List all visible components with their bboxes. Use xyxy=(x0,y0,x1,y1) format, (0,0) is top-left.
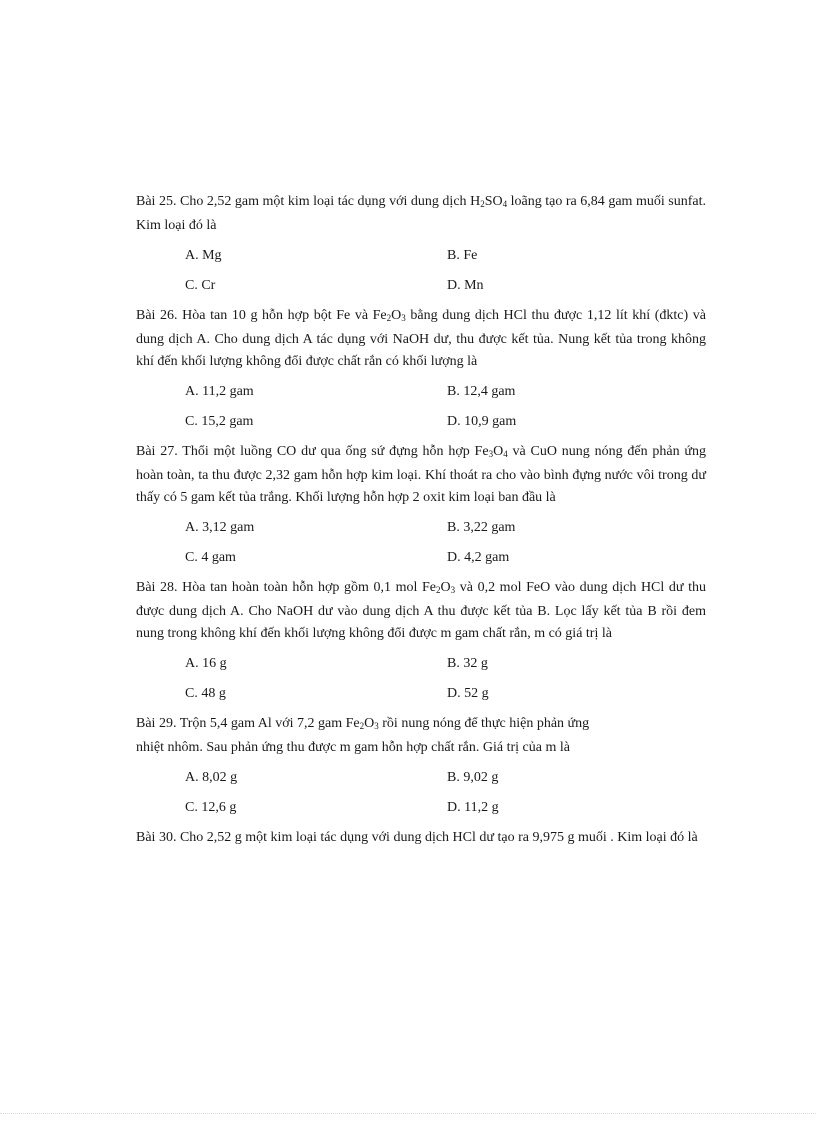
question-bai-27 xyxy=(136,441,706,577)
answer-option: D. 52 g xyxy=(447,686,489,701)
question-bai-29 xyxy=(136,713,706,827)
answer-option: B. 9,02 g xyxy=(447,770,499,785)
question-text: Bài 26. Hòa tan 10 g hỗn hợp bột Fe và $Fe_2O_3$ bằng dung dịch HCl thu được 1,12 lít khí (đktc) và dung dịch A. Cho dung dịch A tác dụng với NaOH dư, thu được kết tủa. Nung kết tủa trong không khí đến khối lượng không đổi được chất rắn có khối lượng là xyxy=(136,308,706,369)
answer-options xyxy=(185,767,706,819)
answer-option: A. Mg xyxy=(185,248,222,263)
answer-option: A. 11,2 gam xyxy=(185,384,254,399)
answer-options xyxy=(185,381,706,433)
answer-option: C. 4 gam xyxy=(185,550,236,565)
answer-option: B. 32 g xyxy=(447,656,488,671)
answer-option: A. 16 g xyxy=(185,656,227,671)
answer-option: B. Fe xyxy=(447,248,478,263)
question-bai-28 xyxy=(136,577,706,713)
answer-option: D. 10,9 gam xyxy=(447,414,517,429)
page-bottom-rule xyxy=(0,1113,816,1114)
question-bai-30 xyxy=(136,827,706,849)
question-text: Bài 29. Trộn 5,4 gam Al với 7,2 gam $Fe_2O_3$ rồi nung nóng để thực hiện phản ứng nhiệt nhôm. Sau phản ứng thu được m gam hỗn hợp chất rắn. Giá trị của m là xyxy=(136,716,590,755)
question-bai-25 xyxy=(136,191,706,305)
answer-options xyxy=(185,517,706,569)
question-text: Bài 27. Thổi một luồng CO dư qua ống sứ đựng hỗn hợp $Fe_3O_4$ và CuO nung nóng đến phản ứng hoàn toàn, ta thu được 2,32 gam hỗn hợp kim loại. Khí thoát ra cho vào bình đựng nước vôi trong dư thấy có 5 gam kết tủa trắng. Khối lượng hỗn hợp 2 oxit kim loại ban đầu là xyxy=(136,444,707,505)
answer-option: A. 8,02 g xyxy=(185,770,238,785)
answer-option: C. 12,6 g xyxy=(185,800,237,815)
answer-option: D. 4,2 gam xyxy=(447,550,510,565)
question-text: Bài 25. Cho 2,52 gam một kim loại tác dụng với dung dịch $H_2SO_4$ loãng tạo ra 6,84 gam muối sunfat. Kim loại đó là xyxy=(136,194,706,233)
question-text: Bài 30. Cho 2,52 g một kim loại tác dụng với dung dịch HCl dư tạo ra 9,975 g muối . Kim loại đó là xyxy=(136,830,698,845)
answer-option: C. 48 g xyxy=(185,686,226,701)
answer-option: B. 12,4 gam xyxy=(447,384,516,399)
question-text: Bài 28. Hòa tan hoàn toàn hỗn hợp gồm 0,1 mol $Fe_2O_3$ và 0,2 mol FeO vào dung dịch HCl dư thu được dung dịch A. Cho NaOH dư vào dung dịch A thu được kết tủa B. Lọc lấy kết tủa B rồi đem nung trong không khí đến khối lượng không đổi được m gam chất rắn, m có giá trị là xyxy=(136,580,706,641)
answer-option: C. Cr xyxy=(185,278,216,293)
answer-option: D. 11,2 g xyxy=(447,800,499,815)
exercise-sheet xyxy=(136,191,706,849)
question-bai-26 xyxy=(136,305,706,441)
answer-options xyxy=(185,653,706,705)
answer-option: B. 3,22 gam xyxy=(447,520,516,535)
answer-option: C. 15,2 gam xyxy=(185,414,254,429)
answer-options xyxy=(185,245,706,297)
answer-option: A. 3,12 gam xyxy=(185,520,255,535)
answer-option: D. Mn xyxy=(447,278,484,293)
